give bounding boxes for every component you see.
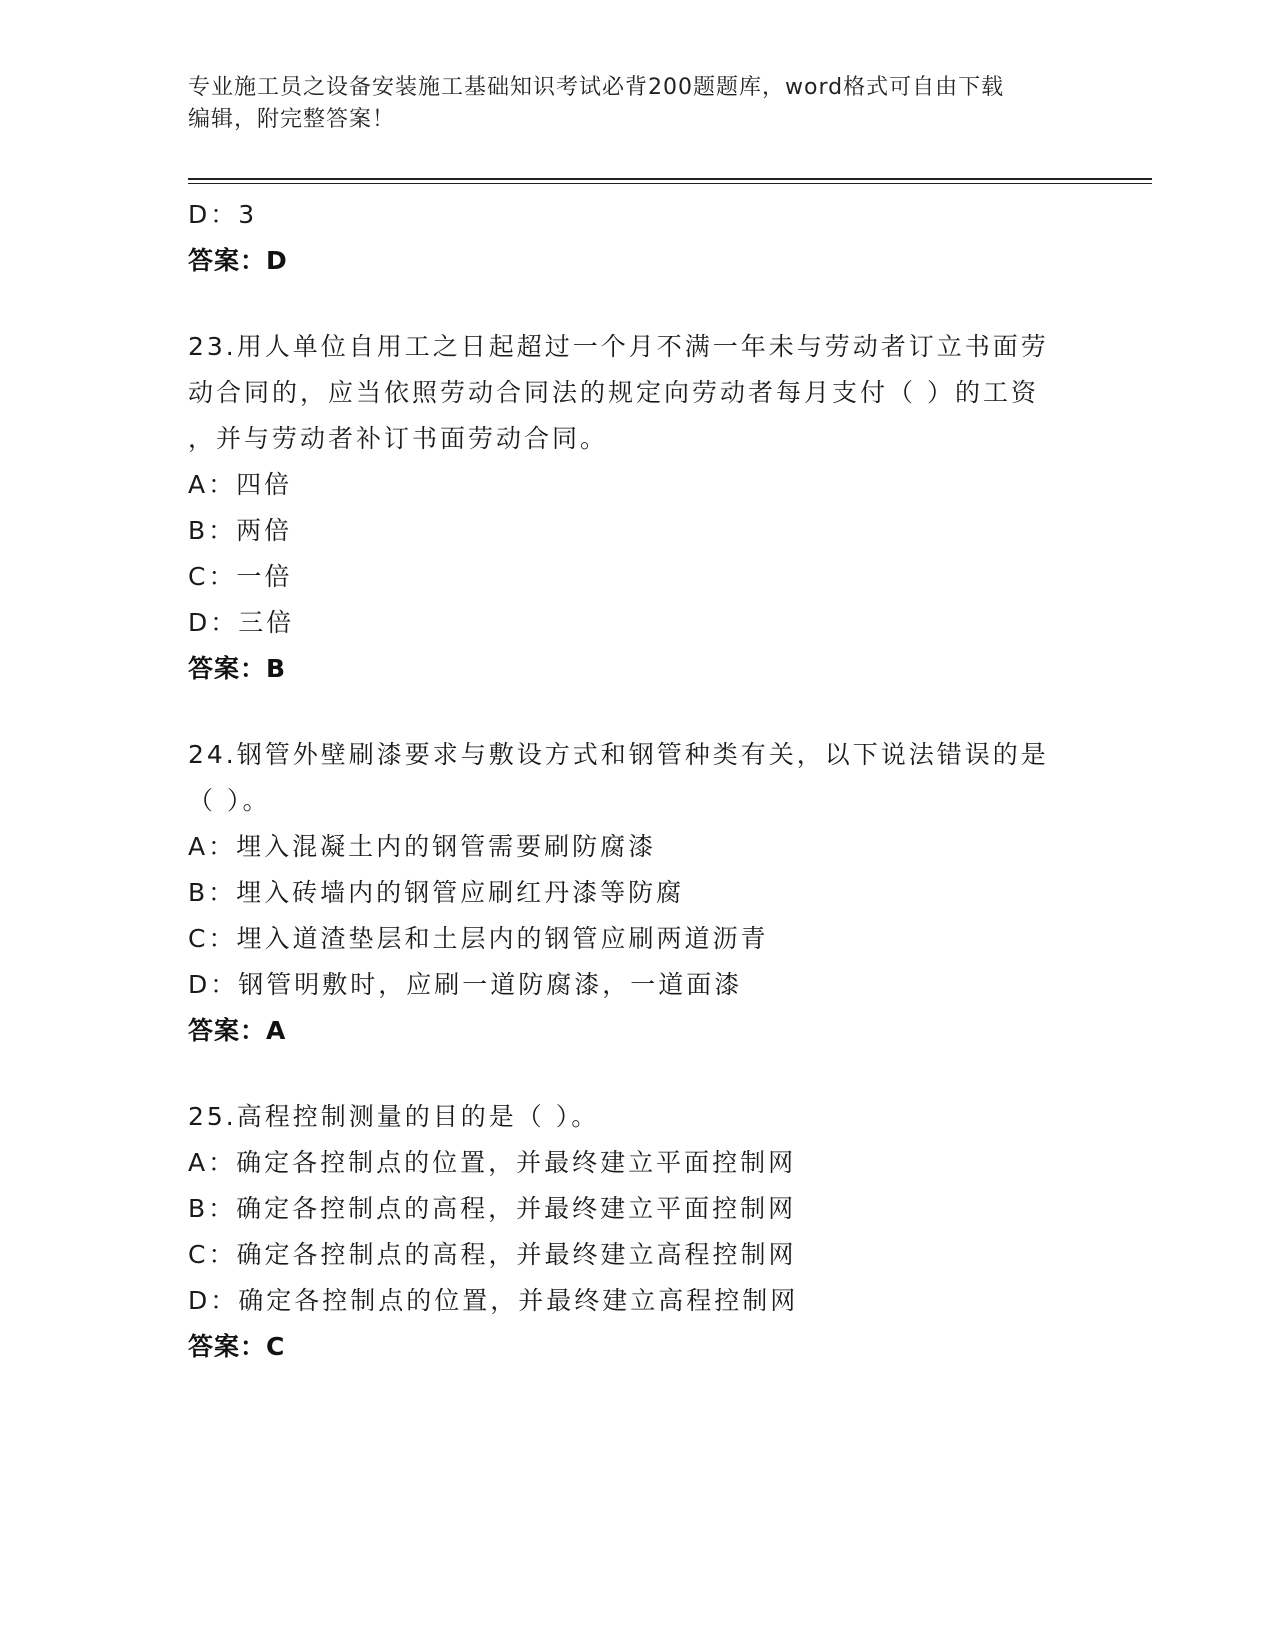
- question-text-line: （ ）。: [188, 786, 271, 815]
- option-c: C：一倍: [188, 562, 293, 591]
- question-text-line: 24.钢管外壁刷漆要求与敷设方式和钢管种类有关，以下说法错误的是: [188, 740, 1049, 769]
- answer-line: 答案：B: [188, 654, 287, 683]
- question-content: [188, 192, 1088, 1370]
- answer-line: 答案：A: [188, 1016, 287, 1045]
- page-header: [188, 72, 1088, 136]
- question-text-line: 23.用人单位自用工之日起超过一个月不满一年未与劳动者订立书面劳: [188, 332, 1049, 361]
- question-text-line: ，并与劳动者补订书面劳动合同。: [188, 424, 609, 453]
- question-block-24: [188, 732, 1088, 1054]
- option-a: A：埋入混凝土内的钢管需要刷防腐漆: [188, 832, 657, 861]
- question-block-23: [188, 324, 1088, 692]
- option-b: B：确定各控制点的高程，并最终建立平面控制网: [188, 1194, 797, 1223]
- question-block-25: [188, 1094, 1088, 1370]
- prev-option-d: D：3: [188, 200, 258, 229]
- spacer: [188, 692, 1088, 732]
- prev-answer: 答案：D: [188, 246, 288, 275]
- option-d: D：确定各控制点的位置，并最终建立高程控制网: [188, 1286, 799, 1315]
- header-divider-thin: [188, 183, 1152, 184]
- header-title-line-1: 专业施工员之设备安装施工基础知识考试必背200题题库，word格式可自由下载: [188, 75, 1005, 100]
- spacer: [188, 284, 1088, 324]
- option-d: D：钢管明敷时，应刷一道防腐漆，一道面漆: [188, 970, 743, 999]
- header-title-line-2: 编辑，附完整答案！: [188, 107, 396, 132]
- option-a: A：四倍: [188, 470, 293, 499]
- option-d: D：三倍: [188, 608, 295, 637]
- option-c: C：埋入道渣垫层和土层内的钢管应刷两道沥青: [188, 924, 769, 953]
- option-a: A：确定各控制点的位置，并最终建立平面控制网: [188, 1148, 797, 1177]
- question-text-line: 动合同的，应当依照劳动合同法的规定向劳动者每月支付（ ）的工资: [188, 378, 1039, 407]
- question-text-line: 25.高程控制测量的目的是（ ）。: [188, 1102, 600, 1131]
- header-divider-thick: [188, 178, 1152, 180]
- spacer: [188, 1054, 1088, 1094]
- option-c: C：确定各控制点的高程，并最终建立高程控制网: [188, 1240, 797, 1269]
- option-b: B：两倍: [188, 516, 293, 545]
- option-b: B：埋入砖墙内的钢管应刷红丹漆等防腐: [188, 878, 685, 907]
- answer-line: 答案：C: [188, 1332, 286, 1361]
